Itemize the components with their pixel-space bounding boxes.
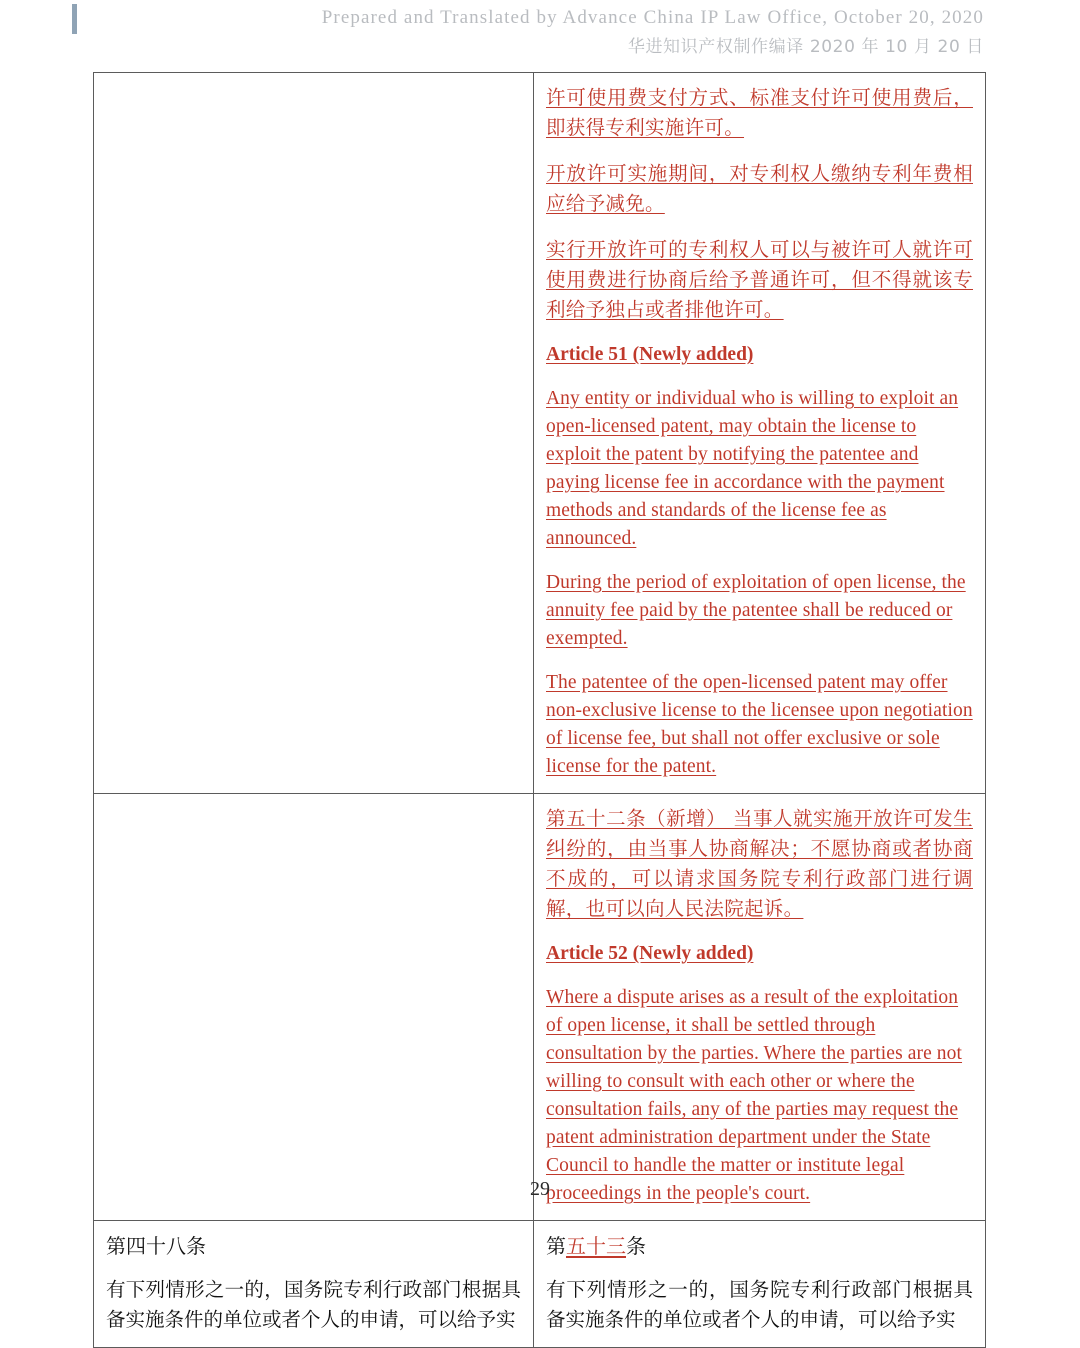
- article-title-prefix: 第: [546, 1234, 566, 1258]
- law-comparison-table: [93, 72, 986, 1348]
- article-title-prefix: 第: [106, 1234, 126, 1258]
- paragraph-english-revised: Any entity or individual who is willing to exploit an open-licensed patent, may obtain the license to exploit the patent by notifying the patentee and paying license fee in accordance with the payment methods and standards of the license fee as announced.: [546, 388, 959, 549]
- article-body-amended: 有下列情形之一的，国务院专利行政部门根据具备实施条件的单位或者个人的申请，可以给予实: [546, 1278, 973, 1331]
- article-body-original: 有下列情形之一的，国务院专利行政部门根据具备实施条件的单位或者个人的申请，可以给予实: [106, 1278, 521, 1331]
- table-row: [94, 73, 986, 794]
- page-header: [0, 4, 1080, 60]
- heading-article-52: Article 52 (Newly added): [546, 943, 754, 964]
- table-cell-amended-row2: [534, 794, 986, 1221]
- table-cell-original-row1: [94, 73, 534, 794]
- header-line-chinese: 华进知识产权制作编译 2020 年 10 月 20 日: [627, 36, 984, 57]
- article-title-number: 四十八: [126, 1234, 186, 1258]
- page-number: 29: [530, 1178, 550, 1200]
- table-cell-original-row2: [94, 794, 534, 1221]
- article-title-number-revised: 五十三: [566, 1234, 626, 1258]
- paragraph-chinese-revised: 实行开放许可的专利权人可以与被许可人就许可使用费进行协商后给予普通许可，但不得就该专利给予独占或者排他许可。: [546, 238, 973, 321]
- article-title-suffix: 条: [626, 1234, 646, 1258]
- table-cell-original-row3: [94, 1221, 534, 1348]
- paragraph-chinese-revised: 开放许可实施期间，对专利权人缴纳专利年费相应给予减免。: [546, 162, 973, 215]
- paragraph-chinese-revised: 第五十二条（新增） 当事人就实施开放许可发生纠纷的，由当事人协商解决；不愿协商或者协商不成的，可以请求国务院专利行政部门进行调解，也可以向人民法院起诉。: [546, 807, 973, 920]
- paragraph-chinese-revised: 许可使用费支付方式、标准支付许可使用费后，即获得专利实施许可。: [546, 86, 973, 139]
- table-row: [94, 794, 986, 1221]
- article-title-original: [106, 1231, 521, 1261]
- table-cell-amended-row3: [534, 1221, 986, 1348]
- paragraph-english-revised: During the period of exploitation of open license, the annuity fee paid by the patentee shall be reduced or exempted.: [546, 572, 966, 649]
- article-title-suffix: 条: [186, 1234, 206, 1258]
- paragraph-english-revised: The patentee of the open-licensed patent may offer non-exclusive license to the licensee upon negotiation of license fee, but shall not offer exclusive or sole license for the patent.: [546, 672, 973, 777]
- table-cell-amended-row1: [534, 73, 986, 794]
- article-title-amended: [546, 1231, 973, 1261]
- paragraph-english-revised: Where a dispute arises as a result of the exploitation of open license, it shall be settled through consultation by the parties. Where the parties are not willing to consult with each other or where the consultation fails, any of the parties may request the patent administration department under the State Council to handle the matter or institute legal proceedings in the people's court.: [546, 987, 963, 1204]
- header-line-english: Prepared and Translated by Advance China IP Law Office, October 20, 2020: [321, 7, 984, 28]
- table-row: [94, 1221, 986, 1348]
- heading-article-51: Article 51 (Newly added): [546, 344, 754, 365]
